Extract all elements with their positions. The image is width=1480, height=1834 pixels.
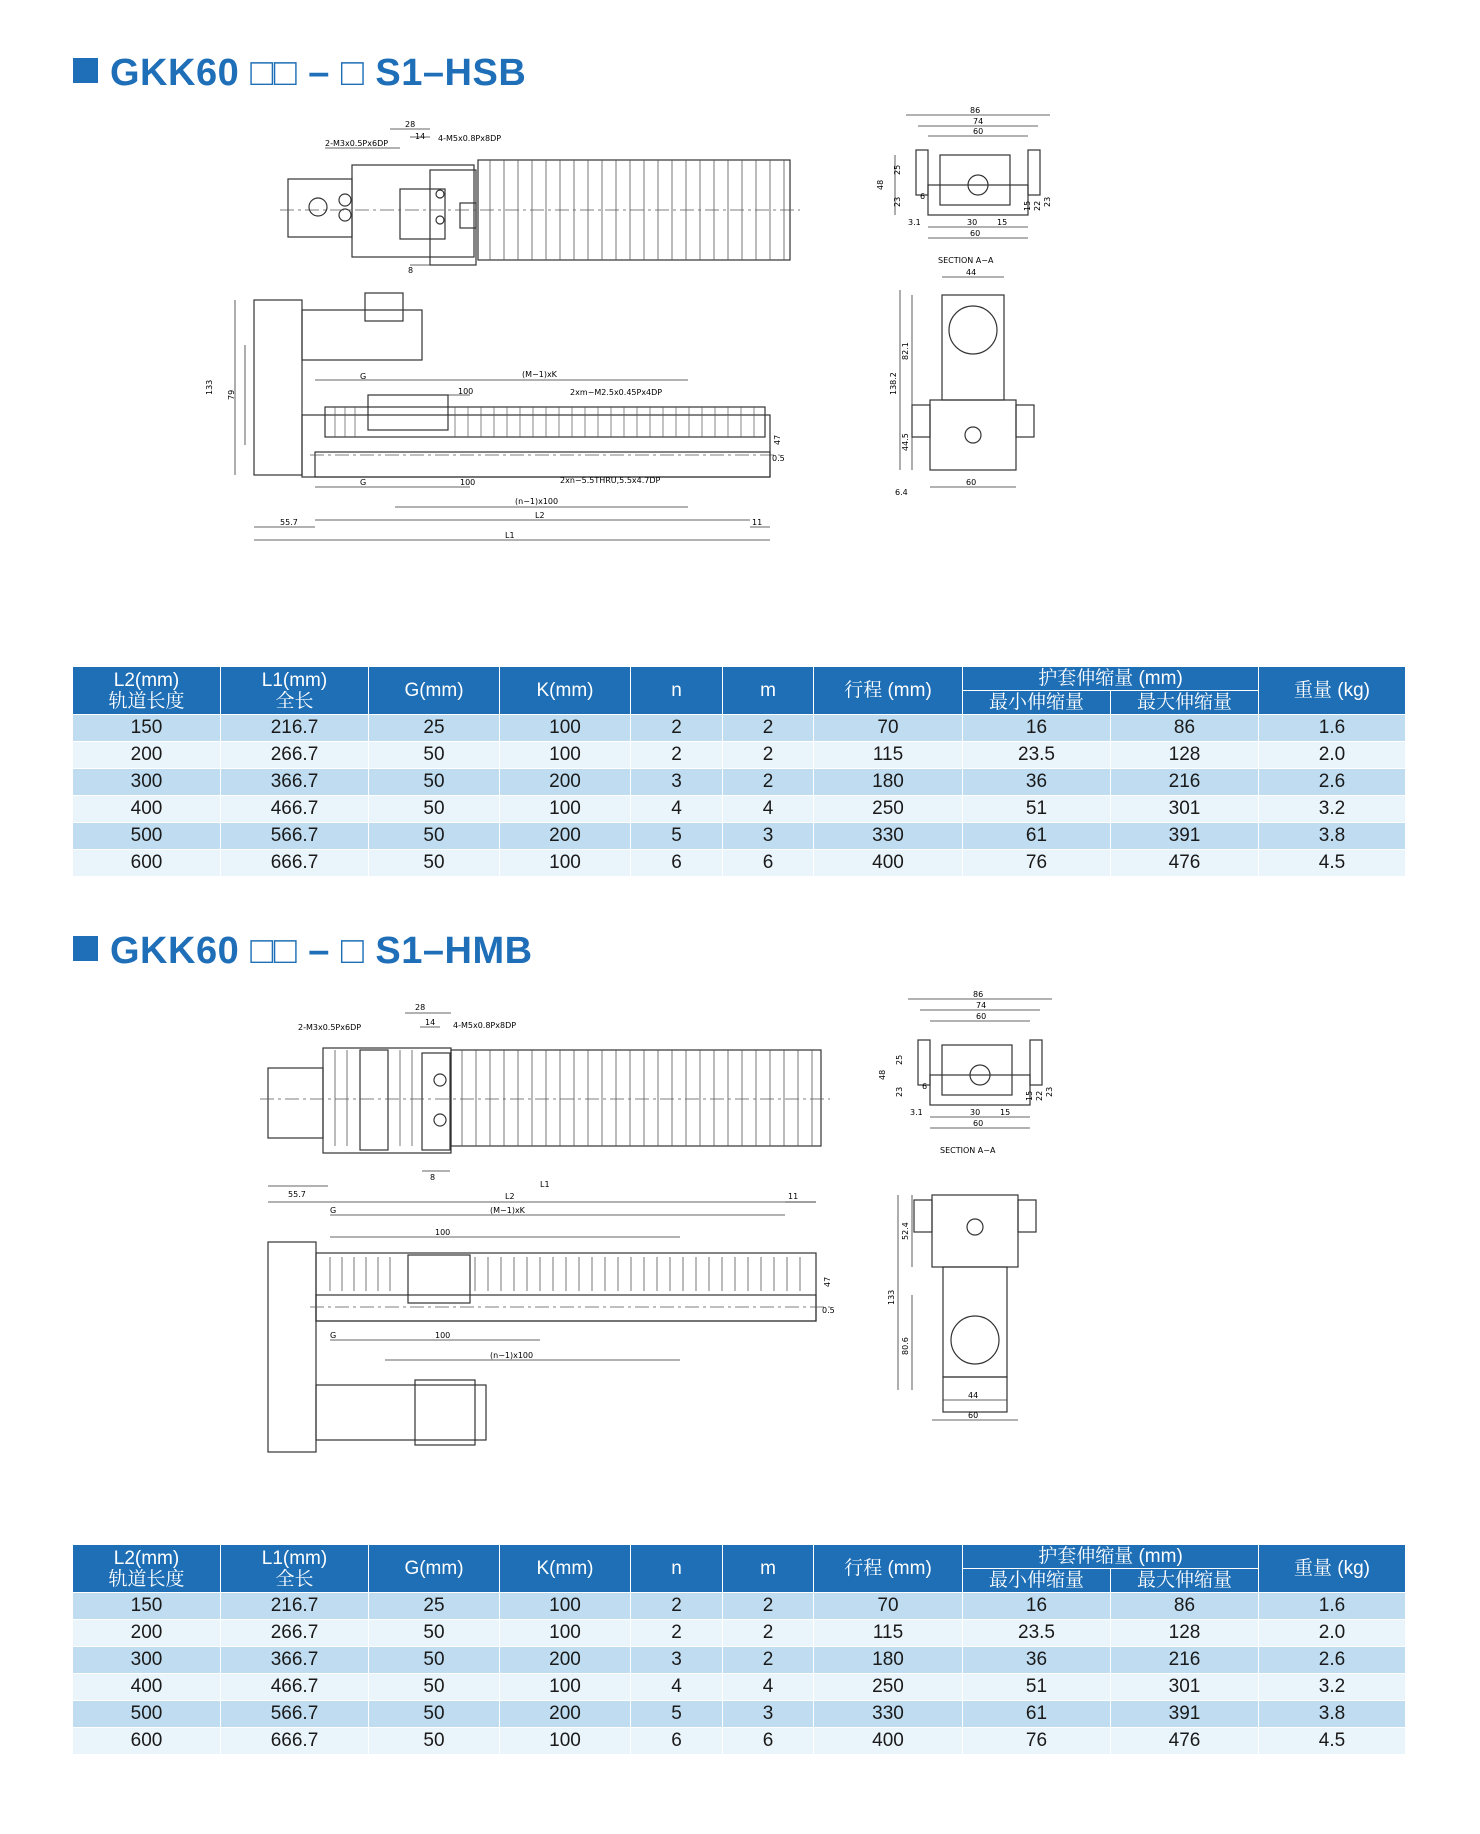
label-e806: 80.6 bbox=[901, 1337, 910, 1355]
cell: 4.5 bbox=[1259, 1728, 1406, 1755]
col-m: m bbox=[723, 1545, 814, 1593]
label-e133: 133 bbox=[887, 1289, 896, 1305]
cell: 3.8 bbox=[1259, 823, 1406, 850]
cell: 391 bbox=[1111, 823, 1259, 850]
cell: 3.2 bbox=[1259, 796, 1406, 823]
label-s30: 30 bbox=[970, 1108, 981, 1117]
cell: 330 bbox=[814, 823, 963, 850]
label-tap-a: 2-M3x0.5Px6DP bbox=[325, 139, 389, 148]
cell: 266.7 bbox=[221, 742, 369, 769]
cell: 128 bbox=[1111, 1620, 1259, 1647]
label-s22: 22 bbox=[1035, 1090, 1044, 1101]
cell: 50 bbox=[369, 1674, 500, 1701]
label-tap-b: 4-M5x0.8Px8DP bbox=[453, 1021, 517, 1030]
col-weight: 重量 (kg) bbox=[1259, 1545, 1406, 1593]
label-n100: (n−1)x100 bbox=[490, 1351, 534, 1360]
label-e64: 6.4 bbox=[895, 488, 908, 497]
label-e44: 44 bbox=[968, 1391, 979, 1400]
cell: 3 bbox=[631, 1647, 723, 1674]
cell: 50 bbox=[369, 742, 500, 769]
cell: 400 bbox=[814, 1728, 963, 1755]
col-l1-sub: 全长 bbox=[275, 1568, 314, 1590]
cell: 4 bbox=[723, 796, 814, 823]
cell: 50 bbox=[369, 1620, 500, 1647]
cell: 25 bbox=[369, 715, 500, 742]
cell: 4 bbox=[631, 1674, 723, 1701]
label-s60b: 60 bbox=[973, 1119, 984, 1128]
cell: 6 bbox=[723, 1728, 814, 1755]
label-s30: 30 bbox=[967, 218, 978, 227]
label-s6: 6 bbox=[922, 1082, 928, 1091]
col-bellows-max: 最大伸缩量 bbox=[1111, 1569, 1259, 1593]
col-bellows-min: 最小伸缩量 bbox=[963, 1569, 1111, 1593]
col-bellows-max: 最大伸缩量 bbox=[1111, 691, 1259, 715]
cell: 25 bbox=[369, 1593, 500, 1620]
label-s22: 22 bbox=[1033, 200, 1042, 211]
cell: 250 bbox=[814, 1674, 963, 1701]
cell: 36 bbox=[963, 769, 1111, 796]
table-row bbox=[73, 769, 1406, 796]
cell: 366.7 bbox=[221, 1647, 369, 1674]
cell: 1.6 bbox=[1259, 715, 1406, 742]
table-row bbox=[73, 1647, 1406, 1674]
label-e60: 60 bbox=[966, 478, 977, 487]
cell: 2.0 bbox=[1259, 742, 1406, 769]
label-e60: 60 bbox=[968, 1411, 979, 1420]
cell: 51 bbox=[963, 1674, 1111, 1701]
cell: 466.7 bbox=[221, 1674, 369, 1701]
cell: 2 bbox=[631, 1620, 723, 1647]
label-100-top: 100 bbox=[458, 387, 474, 396]
col-n: n bbox=[631, 1545, 723, 1593]
technical-drawing-hsb bbox=[205, 106, 1240, 635]
cell: 666.7 bbox=[221, 1728, 369, 1755]
label-100-top: 100 bbox=[435, 1228, 451, 1237]
cell: 666.7 bbox=[221, 850, 369, 877]
label-e1382: 138.2 bbox=[889, 372, 898, 395]
col-g: G(mm) bbox=[369, 667, 500, 715]
cell: 128 bbox=[1111, 742, 1259, 769]
cell: 150 bbox=[73, 1593, 221, 1620]
cell: 61 bbox=[963, 1701, 1111, 1728]
cell: 6 bbox=[631, 1728, 723, 1755]
label-28: 28 bbox=[405, 120, 416, 129]
cell: 300 bbox=[73, 769, 221, 796]
cell: 2 bbox=[723, 1647, 814, 1674]
cell: 3 bbox=[631, 769, 723, 796]
cell: 200 bbox=[500, 769, 631, 796]
label-557: 55.7 bbox=[288, 1190, 306, 1199]
label-s15: 15 bbox=[1023, 200, 1032, 211]
col-n: n bbox=[631, 667, 723, 715]
cell: 70 bbox=[814, 1593, 963, 1620]
col-l2-label: L2(mm) bbox=[113, 1547, 180, 1569]
cell: 200 bbox=[500, 1647, 631, 1674]
cell: 100 bbox=[500, 742, 631, 769]
cell: 1.6 bbox=[1259, 1593, 1406, 1620]
label-14: 14 bbox=[425, 1018, 436, 1027]
label-s25: 25 bbox=[893, 164, 902, 175]
cell: 301 bbox=[1111, 1674, 1259, 1701]
table-row bbox=[73, 1620, 1406, 1647]
label-s74: 74 bbox=[976, 1001, 987, 1010]
label-tap-a: 2-M3x0.5Px6DP bbox=[298, 1023, 362, 1032]
cell: 6 bbox=[723, 850, 814, 877]
section-title-hmb: GKK60 □□ – □ S1–HMB bbox=[73, 930, 533, 973]
cell: 566.7 bbox=[221, 823, 369, 850]
cell: 2 bbox=[631, 1593, 723, 1620]
label-s31: 3.1 bbox=[910, 1108, 923, 1117]
cell: 216.7 bbox=[221, 1593, 369, 1620]
cell: 2.6 bbox=[1259, 1647, 1406, 1674]
cell: 50 bbox=[369, 1701, 500, 1728]
col-g: G(mm) bbox=[369, 1545, 500, 1593]
label-14: 14 bbox=[415, 132, 426, 141]
technical-drawing-hmb bbox=[240, 990, 1240, 1515]
table-row bbox=[73, 1728, 1406, 1755]
col-l1 bbox=[221, 1545, 369, 1593]
cell: 466.7 bbox=[221, 796, 369, 823]
cell: 200 bbox=[500, 823, 631, 850]
cell: 301 bbox=[1111, 796, 1259, 823]
cell: 476 bbox=[1111, 850, 1259, 877]
label-47: 47 bbox=[823, 1276, 832, 1287]
cell: 50 bbox=[369, 1647, 500, 1674]
cell: 3.2 bbox=[1259, 1674, 1406, 1701]
col-l2-sub: 轨道长度 bbox=[108, 690, 185, 712]
cell: 2 bbox=[723, 1593, 814, 1620]
label-47: 47 bbox=[773, 434, 782, 445]
cell: 50 bbox=[369, 796, 500, 823]
col-weight: 重量 (kg) bbox=[1259, 667, 1406, 715]
cell: 400 bbox=[73, 1674, 221, 1701]
cell: 300 bbox=[73, 1647, 221, 1674]
cell: 500 bbox=[73, 823, 221, 850]
table-row bbox=[73, 823, 1406, 850]
cell: 200 bbox=[73, 742, 221, 769]
cell: 100 bbox=[500, 1674, 631, 1701]
cell: 50 bbox=[369, 850, 500, 877]
label-s23: 23 bbox=[895, 1086, 904, 1097]
cell: 2 bbox=[723, 769, 814, 796]
label-l1: L1 bbox=[540, 1180, 550, 1189]
cell: 2 bbox=[631, 742, 723, 769]
label-s60b: 60 bbox=[970, 229, 981, 238]
label-8: 8 bbox=[408, 266, 414, 275]
label-s31: 3.1 bbox=[908, 218, 921, 227]
col-stroke: 行程 (mm) bbox=[814, 667, 963, 715]
cell: 391 bbox=[1111, 1701, 1259, 1728]
label-xn: 2xn−5.5THRU,5.5x4.7DP bbox=[560, 476, 661, 485]
cell: 216.7 bbox=[221, 715, 369, 742]
cell: 100 bbox=[500, 796, 631, 823]
label-s60a: 60 bbox=[973, 127, 984, 136]
col-l1-label: L1(mm) bbox=[261, 1547, 328, 1569]
cell: 200 bbox=[500, 1701, 631, 1728]
cell: 50 bbox=[369, 1728, 500, 1755]
cell: 2.6 bbox=[1259, 769, 1406, 796]
cell: 100 bbox=[500, 715, 631, 742]
cell: 500 bbox=[73, 1701, 221, 1728]
cell: 6 bbox=[631, 850, 723, 877]
cell: 2 bbox=[723, 742, 814, 769]
label-mk: (M−1)xK bbox=[490, 1206, 525, 1215]
cell: 216 bbox=[1111, 1647, 1259, 1674]
cell: 100 bbox=[500, 1620, 631, 1647]
col-l2-label: L2(mm) bbox=[113, 669, 180, 691]
label-mk: (M−1)xK bbox=[522, 370, 557, 379]
table-row bbox=[73, 1593, 1406, 1620]
cell: 3 bbox=[723, 823, 814, 850]
col-l1-sub: 全长 bbox=[275, 690, 314, 712]
cell: 100 bbox=[500, 850, 631, 877]
label-28: 28 bbox=[415, 1003, 426, 1012]
section-title-hsb: GKK60 □□ – □ S1–HSB bbox=[73, 52, 526, 95]
cell: 51 bbox=[963, 796, 1111, 823]
cell: 400 bbox=[73, 796, 221, 823]
cell: 180 bbox=[814, 769, 963, 796]
title-square-icon bbox=[73, 58, 98, 83]
cell: 150 bbox=[73, 715, 221, 742]
label-l2: L2 bbox=[535, 511, 545, 520]
label-section-aa: SECTION A−A bbox=[940, 1146, 996, 1155]
label-s15b: 15 bbox=[997, 218, 1008, 227]
cell: 2.0 bbox=[1259, 1620, 1406, 1647]
label-n100: (n−1)x100 bbox=[515, 497, 559, 506]
cell: 216 bbox=[1111, 769, 1259, 796]
label-s74: 74 bbox=[973, 117, 984, 126]
cell: 50 bbox=[369, 769, 500, 796]
label-05: 0.5 bbox=[822, 1306, 835, 1315]
label-tap-b: 4-M5x0.8Px8DP bbox=[438, 134, 502, 143]
cell: 76 bbox=[963, 1728, 1111, 1755]
cell: 115 bbox=[814, 742, 963, 769]
label-g-top: G bbox=[360, 372, 367, 381]
cell: 3 bbox=[723, 1701, 814, 1728]
label-e524: 52.4 bbox=[901, 1222, 910, 1240]
col-l1 bbox=[221, 667, 369, 715]
table-row bbox=[73, 850, 1406, 877]
label-s60a: 60 bbox=[976, 1012, 987, 1021]
label-s23b: 23 bbox=[1045, 1086, 1054, 1097]
cell: 5 bbox=[631, 823, 723, 850]
label-g-top: G bbox=[330, 1206, 337, 1215]
col-m: m bbox=[723, 667, 814, 715]
cell: 600 bbox=[73, 850, 221, 877]
label-s15: 15 bbox=[1025, 1090, 1034, 1101]
cell: 36 bbox=[963, 1647, 1111, 1674]
cell: 2 bbox=[723, 1620, 814, 1647]
cell: 23.5 bbox=[963, 1620, 1111, 1647]
cell: 250 bbox=[814, 796, 963, 823]
col-bellows-min: 最小伸缩量 bbox=[963, 691, 1111, 715]
label-11: 11 bbox=[752, 518, 763, 527]
label-s15b: 15 bbox=[1000, 1108, 1011, 1117]
table-row bbox=[73, 1701, 1406, 1728]
cell: 2 bbox=[631, 715, 723, 742]
col-stroke: 行程 (mm) bbox=[814, 1545, 963, 1593]
cell: 400 bbox=[814, 850, 963, 877]
cell: 23.5 bbox=[963, 742, 1111, 769]
label-s48: 48 bbox=[876, 179, 885, 190]
cell: 2 bbox=[723, 715, 814, 742]
label-557: 55.7 bbox=[280, 518, 298, 527]
cell: 86 bbox=[1111, 1593, 1259, 1620]
cell: 61 bbox=[963, 823, 1111, 850]
label-79: 79 bbox=[227, 389, 236, 400]
label-xm: 2xm−M2.5x0.45Px4DP bbox=[570, 388, 663, 397]
label-s6: 6 bbox=[920, 192, 926, 201]
cell: 16 bbox=[963, 715, 1111, 742]
cell: 566.7 bbox=[221, 1701, 369, 1728]
col-k: K(mm) bbox=[500, 1545, 631, 1593]
label-l1: L1 bbox=[505, 531, 515, 540]
label-s25: 25 bbox=[895, 1054, 904, 1065]
cell: 200 bbox=[73, 1620, 221, 1647]
cell: 366.7 bbox=[221, 769, 369, 796]
col-l2 bbox=[73, 667, 221, 715]
col-l2-sub: 轨道长度 bbox=[108, 1568, 185, 1590]
cell: 50 bbox=[369, 823, 500, 850]
title-square-icon bbox=[73, 936, 98, 961]
label-100-bot: 100 bbox=[460, 478, 476, 487]
label-100-bot: 100 bbox=[435, 1331, 451, 1340]
label-g-bot: G bbox=[360, 478, 367, 487]
cell: 5 bbox=[631, 1701, 723, 1728]
cell: 16 bbox=[963, 1593, 1111, 1620]
table-row bbox=[73, 742, 1406, 769]
label-s86: 86 bbox=[973, 990, 984, 999]
label-section-aa: SECTION A−A bbox=[938, 256, 994, 265]
cell: 330 bbox=[814, 1701, 963, 1728]
cell: 100 bbox=[500, 1593, 631, 1620]
cell: 4 bbox=[631, 796, 723, 823]
cell: 266.7 bbox=[221, 1620, 369, 1647]
cell: 3.8 bbox=[1259, 1701, 1406, 1728]
table-row bbox=[73, 715, 1406, 742]
label-g-bot: G bbox=[330, 1331, 337, 1340]
label-11: 11 bbox=[788, 1192, 799, 1201]
label-e44: 44 bbox=[966, 268, 977, 277]
label-133: 133 bbox=[205, 379, 214, 395]
label-05: 0.5 bbox=[772, 454, 785, 463]
cell: 476 bbox=[1111, 1728, 1259, 1755]
col-bellows: 护套伸缩量 (mm) bbox=[963, 1545, 1259, 1569]
cell: 600 bbox=[73, 1728, 221, 1755]
label-8: 8 bbox=[430, 1173, 436, 1182]
col-k: K(mm) bbox=[500, 667, 631, 715]
label-l2: L2 bbox=[505, 1192, 515, 1201]
cell: 4 bbox=[723, 1674, 814, 1701]
label-s86: 86 bbox=[970, 106, 981, 115]
cell: 86 bbox=[1111, 715, 1259, 742]
table-row bbox=[73, 1674, 1406, 1701]
cell: 115 bbox=[814, 1620, 963, 1647]
col-bellows: 护套伸缩量 (mm) bbox=[963, 667, 1259, 691]
cell: 70 bbox=[814, 715, 963, 742]
cell: 100 bbox=[500, 1728, 631, 1755]
label-e821: 82.1 bbox=[901, 342, 910, 360]
label-e445: 44.5 bbox=[901, 433, 910, 451]
col-l2 bbox=[73, 1545, 221, 1593]
label-s48: 48 bbox=[878, 1069, 887, 1080]
label-s23: 23 bbox=[893, 196, 902, 207]
cell: 180 bbox=[814, 1647, 963, 1674]
table-row bbox=[73, 796, 1406, 823]
spec-table-hmb bbox=[72, 1544, 1406, 1754]
cell: 4.5 bbox=[1259, 850, 1406, 877]
col-l1-label: L1(mm) bbox=[261, 669, 328, 691]
label-s23b: 23 bbox=[1043, 196, 1052, 207]
spec-table-hsb bbox=[72, 666, 1406, 876]
cell: 76 bbox=[963, 850, 1111, 877]
